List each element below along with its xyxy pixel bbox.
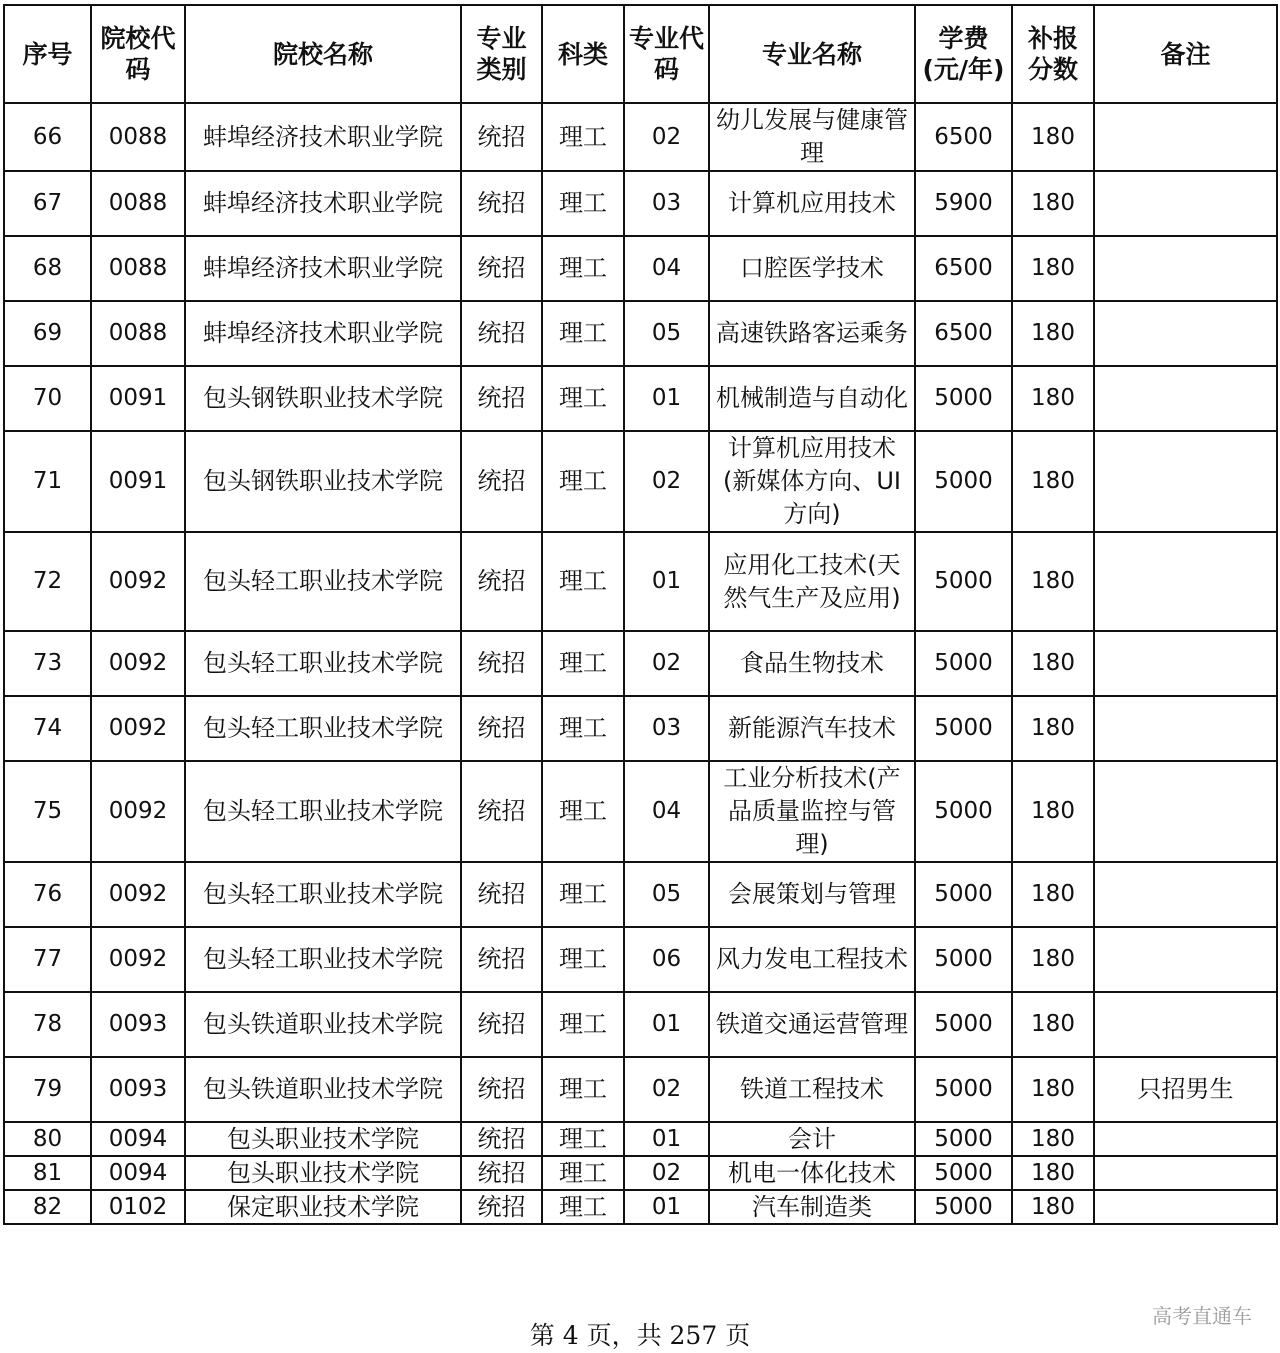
cell-serial-no: 73 <box>4 631 91 696</box>
cell-school-code: 0094 <box>91 1156 185 1190</box>
table-row <box>4 1057 1277 1122</box>
cell-tuition: 5000 <box>915 532 1012 631</box>
cell-school-code: 0092 <box>91 631 185 696</box>
cell-major-category: 统招 <box>461 532 542 631</box>
table-row <box>4 761 1277 862</box>
cell-major-name: 应用化工技术(天然气生产及应用) <box>709 532 915 631</box>
cell-serial-no: 76 <box>4 862 91 927</box>
table-row <box>4 862 1277 927</box>
cell-major-name: 幼儿发展与健康管理 <box>709 103 915 171</box>
cell-tuition: 5000 <box>915 862 1012 927</box>
cell-track: 理工 <box>542 431 624 532</box>
cell-major-category: 统招 <box>461 1190 542 1224</box>
cell-remarks: 只招男生 <box>1094 1057 1277 1122</box>
cell-school-name: 包头铁道职业技术学院 <box>185 992 461 1057</box>
cell-remarks <box>1094 301 1277 366</box>
cell-track: 理工 <box>542 1190 624 1224</box>
cell-major-name: 工业分析技术(产品质量监控与管理) <box>709 761 915 862</box>
cell-remarks <box>1094 431 1277 532</box>
header-remarks: 备注 <box>1094 5 1277 103</box>
table-row <box>4 301 1277 366</box>
cell-tuition: 5000 <box>915 431 1012 532</box>
cell-supplementary-score: 180 <box>1012 862 1094 927</box>
cell-track: 理工 <box>542 301 624 366</box>
cell-major-category: 统招 <box>461 1122 542 1156</box>
cell-track: 理工 <box>542 927 624 992</box>
cell-serial-no: 67 <box>4 171 91 236</box>
cell-school-code: 0093 <box>91 992 185 1057</box>
cell-track: 理工 <box>542 366 624 431</box>
cell-tuition: 6500 <box>915 236 1012 301</box>
table-row <box>4 1122 1277 1156</box>
cell-supplementary-score: 180 <box>1012 103 1094 171</box>
cell-supplementary-score: 180 <box>1012 236 1094 301</box>
cell-major-category: 统招 <box>461 103 542 171</box>
table-row <box>4 236 1277 301</box>
table-row <box>4 366 1277 431</box>
cell-supplementary-score: 180 <box>1012 927 1094 992</box>
cell-tuition: 5000 <box>915 761 1012 862</box>
cell-tuition: 5000 <box>915 696 1012 761</box>
cell-serial-no: 78 <box>4 992 91 1057</box>
cell-major-name: 铁道工程技术 <box>709 1057 915 1122</box>
cell-school-code: 0088 <box>91 236 185 301</box>
cell-remarks <box>1094 761 1277 862</box>
cell-tuition: 5000 <box>915 927 1012 992</box>
cell-school-name: 保定职业技术学院 <box>185 1190 461 1224</box>
cell-supplementary-score: 180 <box>1012 696 1094 761</box>
cell-major-name: 计算机应用技术 <box>709 171 915 236</box>
cell-remarks <box>1094 236 1277 301</box>
cell-tuition: 5000 <box>915 1190 1012 1224</box>
cell-track: 理工 <box>542 992 624 1057</box>
cell-school-name: 包头钢铁职业技术学院 <box>185 366 461 431</box>
cell-major-name: 食品生物技术 <box>709 631 915 696</box>
table-row <box>4 1156 1277 1190</box>
cell-school-name: 蚌埠经济技术职业学院 <box>185 301 461 366</box>
cell-school-name: 包头轻工职业技术学院 <box>185 631 461 696</box>
cell-supplementary-score: 180 <box>1012 631 1094 696</box>
cell-serial-no: 74 <box>4 696 91 761</box>
cell-tuition: 5000 <box>915 1057 1012 1122</box>
cell-supplementary-score: 180 <box>1012 532 1094 631</box>
cell-serial-no: 68 <box>4 236 91 301</box>
header-tuition: 学费(元/年) <box>915 5 1012 103</box>
cell-major-category: 统招 <box>461 236 542 301</box>
table-row <box>4 1190 1277 1224</box>
cell-major-code: 04 <box>624 761 709 862</box>
cell-major-code: 01 <box>624 1122 709 1156</box>
table-body <box>4 103 1277 1224</box>
cell-major-category: 统招 <box>461 366 542 431</box>
cell-school-name: 包头轻工职业技术学院 <box>185 927 461 992</box>
cell-school-name: 蚌埠经济技术职业学院 <box>185 236 461 301</box>
cell-major-name: 会计 <box>709 1122 915 1156</box>
cell-major-code: 02 <box>624 631 709 696</box>
cell-school-name: 包头铁道职业技术学院 <box>185 1057 461 1122</box>
table-row <box>4 103 1277 171</box>
cell-major-code: 05 <box>624 862 709 927</box>
cell-major-name: 高速铁路客运乘务 <box>709 301 915 366</box>
cell-major-category: 统招 <box>461 631 542 696</box>
cell-major-code: 01 <box>624 366 709 431</box>
cell-supplementary-score: 180 <box>1012 366 1094 431</box>
admissions-table <box>3 4 1278 1225</box>
cell-school-name: 蚌埠经济技术职业学院 <box>185 171 461 236</box>
header-row <box>4 5 1277 103</box>
cell-remarks <box>1094 1156 1277 1190</box>
cell-tuition: 6500 <box>915 301 1012 366</box>
cell-school-code: 0094 <box>91 1122 185 1156</box>
cell-serial-no: 81 <box>4 1156 91 1190</box>
cell-serial-no: 72 <box>4 532 91 631</box>
cell-serial-no: 82 <box>4 1190 91 1224</box>
cell-major-code: 03 <box>624 696 709 761</box>
cell-remarks <box>1094 366 1277 431</box>
page-number: 第 4 页，共 257 页 <box>529 1321 751 1350</box>
cell-major-category: 统招 <box>461 301 542 366</box>
cell-school-code: 0088 <box>91 301 185 366</box>
cell-major-name: 机械制造与自动化 <box>709 366 915 431</box>
cell-supplementary-score: 180 <box>1012 761 1094 862</box>
cell-school-code: 0092 <box>91 696 185 761</box>
table-row <box>4 431 1277 532</box>
cell-major-name: 汽车制造类 <box>709 1190 915 1224</box>
table-header <box>4 5 1277 103</box>
cell-school-name: 包头职业技术学院 <box>185 1122 461 1156</box>
cell-major-name: 新能源汽车技术 <box>709 696 915 761</box>
cell-school-name: 包头轻工职业技术学院 <box>185 862 461 927</box>
cell-track: 理工 <box>542 171 624 236</box>
cell-school-code: 0091 <box>91 366 185 431</box>
cell-remarks <box>1094 631 1277 696</box>
cell-school-code: 0092 <box>91 927 185 992</box>
cell-tuition: 5900 <box>915 171 1012 236</box>
cell-school-code: 0093 <box>91 1057 185 1122</box>
cell-school-code: 0092 <box>91 862 185 927</box>
cell-tuition: 5000 <box>915 366 1012 431</box>
cell-serial-no: 70 <box>4 366 91 431</box>
cell-major-code: 02 <box>624 1057 709 1122</box>
header-major-category: 专业类别 <box>461 5 542 103</box>
cell-remarks <box>1094 696 1277 761</box>
cell-major-name: 风力发电工程技术 <box>709 927 915 992</box>
cell-supplementary-score: 180 <box>1012 171 1094 236</box>
cell-supplementary-score: 180 <box>1012 301 1094 366</box>
cell-serial-no: 69 <box>4 301 91 366</box>
cell-track: 理工 <box>542 761 624 862</box>
cell-remarks <box>1094 171 1277 236</box>
cell-remarks <box>1094 532 1277 631</box>
cell-tuition: 5000 <box>915 1156 1012 1190</box>
cell-major-name: 铁道交通运营管理 <box>709 992 915 1057</box>
cell-tuition: 5000 <box>915 631 1012 696</box>
cell-supplementary-score: 180 <box>1012 1057 1094 1122</box>
table-row <box>4 992 1277 1057</box>
cell-track: 理工 <box>542 532 624 631</box>
cell-major-category: 统招 <box>461 761 542 862</box>
cell-remarks <box>1094 862 1277 927</box>
cell-major-name: 会展策划与管理 <box>709 862 915 927</box>
cell-major-code: 02 <box>624 431 709 532</box>
cell-serial-no: 75 <box>4 761 91 862</box>
cell-supplementary-score: 180 <box>1012 1156 1094 1190</box>
header-school-code: 院校代码 <box>91 5 185 103</box>
cell-remarks <box>1094 1122 1277 1156</box>
cell-school-code: 0092 <box>91 761 185 862</box>
cell-track: 理工 <box>542 1057 624 1122</box>
cell-track: 理工 <box>542 696 624 761</box>
cell-track: 理工 <box>542 236 624 301</box>
cell-tuition: 6500 <box>915 103 1012 171</box>
table-row <box>4 927 1277 992</box>
cell-major-category: 统招 <box>461 1057 542 1122</box>
cell-tuition: 5000 <box>915 1122 1012 1156</box>
header-major-name: 专业名称 <box>709 5 915 103</box>
cell-major-category: 统招 <box>461 992 542 1057</box>
header-school-name: 院校名称 <box>185 5 461 103</box>
cell-serial-no: 79 <box>4 1057 91 1122</box>
cell-serial-no: 77 <box>4 927 91 992</box>
cell-major-category: 统招 <box>461 1156 542 1190</box>
header-serial-no: 序号 <box>4 5 91 103</box>
cell-major-category: 统招 <box>461 171 542 236</box>
table-row <box>4 171 1277 236</box>
cell-major-name: 机电一体化技术 <box>709 1156 915 1190</box>
header-track: 科类 <box>542 5 624 103</box>
cell-track: 理工 <box>542 1156 624 1190</box>
cell-major-category: 统招 <box>461 927 542 992</box>
cell-track: 理工 <box>542 1122 624 1156</box>
cell-major-code: 01 <box>624 1190 709 1224</box>
cell-remarks <box>1094 1190 1277 1224</box>
cell-school-code: 0091 <box>91 431 185 532</box>
cell-serial-no: 80 <box>4 1122 91 1156</box>
cell-school-code: 0088 <box>91 171 185 236</box>
cell-track: 理工 <box>542 103 624 171</box>
cell-major-code: 01 <box>624 992 709 1057</box>
watermark: 高考直通车 <box>1152 1304 1252 1328</box>
cell-major-code: 01 <box>624 532 709 631</box>
cell-school-name: 包头轻工职业技术学院 <box>185 761 461 862</box>
cell-school-code: 0088 <box>91 103 185 171</box>
cell-remarks <box>1094 927 1277 992</box>
cell-major-code: 02 <box>624 103 709 171</box>
cell-major-category: 统招 <box>461 862 542 927</box>
cell-school-name: 包头轻工职业技术学院 <box>185 696 461 761</box>
cell-serial-no: 71 <box>4 431 91 532</box>
cell-school-name: 包头钢铁职业技术学院 <box>185 431 461 532</box>
cell-major-code: 02 <box>624 1156 709 1190</box>
header-supplementary-score: 补报分数 <box>1012 5 1094 103</box>
cell-school-code: 0102 <box>91 1190 185 1224</box>
cell-tuition: 5000 <box>915 992 1012 1057</box>
cell-major-code: 06 <box>624 927 709 992</box>
cell-school-name: 包头职业技术学院 <box>185 1156 461 1190</box>
cell-remarks <box>1094 992 1277 1057</box>
table-row <box>4 532 1277 631</box>
cell-supplementary-score: 180 <box>1012 1190 1094 1224</box>
table-row <box>4 631 1277 696</box>
cell-major-category: 统招 <box>461 431 542 532</box>
cell-supplementary-score: 180 <box>1012 1122 1094 1156</box>
cell-track: 理工 <box>542 862 624 927</box>
cell-track: 理工 <box>542 631 624 696</box>
cell-school-code: 0092 <box>91 532 185 631</box>
cell-remarks <box>1094 103 1277 171</box>
cell-supplementary-score: 180 <box>1012 431 1094 532</box>
table-row <box>4 696 1277 761</box>
cell-serial-no: 66 <box>4 103 91 171</box>
cell-major-name: 计算机应用技术(新媒体方向、UI方向) <box>709 431 915 532</box>
cell-school-name: 包头轻工职业技术学院 <box>185 532 461 631</box>
cell-major-category: 统招 <box>461 696 542 761</box>
cell-major-code: 04 <box>624 236 709 301</box>
cell-major-code: 05 <box>624 301 709 366</box>
header-major-code: 专业代码 <box>624 5 709 103</box>
cell-major-name: 口腔医学技术 <box>709 236 915 301</box>
cell-school-name: 蚌埠经济技术职业学院 <box>185 103 461 171</box>
cell-supplementary-score: 180 <box>1012 992 1094 1057</box>
cell-major-code: 03 <box>624 171 709 236</box>
